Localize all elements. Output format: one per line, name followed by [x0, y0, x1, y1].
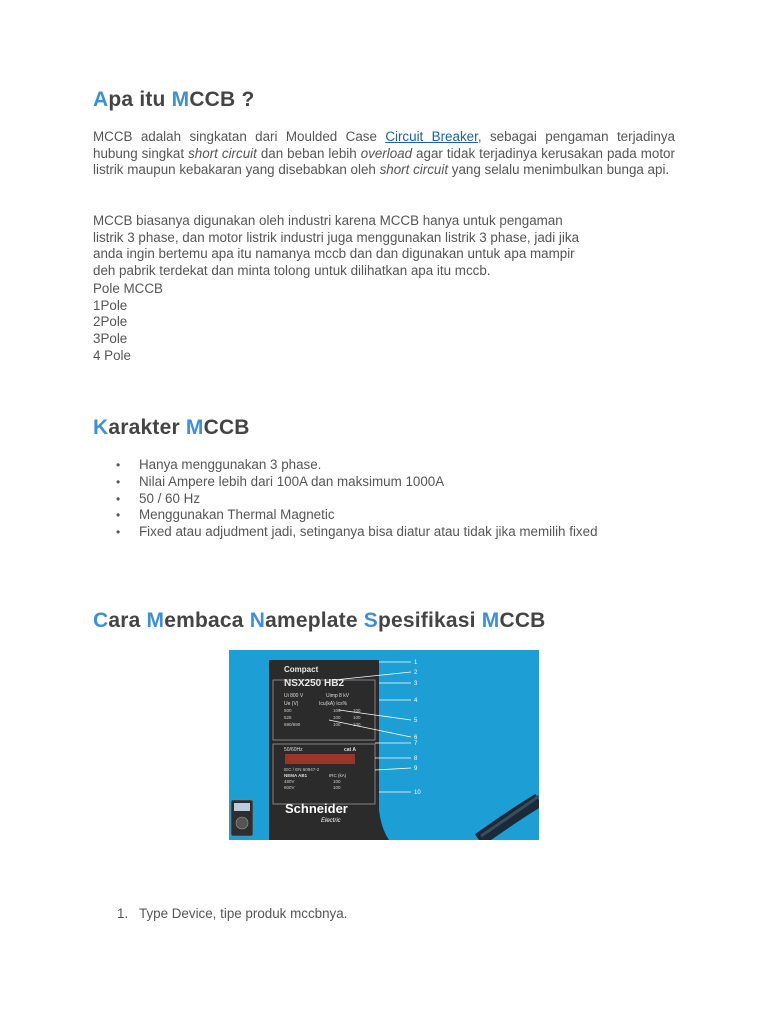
- svg-text:600V: 600V: [284, 785, 295, 790]
- svg-text:2: 2: [414, 670, 418, 676]
- svg-text:cat A: cat A: [344, 747, 357, 753]
- nameplate-model: NSX250 HB2: [284, 678, 345, 689]
- svg-text:Icu(kA) Ics%: Icu(kA) Ics%: [319, 701, 348, 707]
- svg-text:525: 525: [284, 715, 292, 720]
- svg-text:690/690: 690/690: [284, 722, 301, 727]
- svg-text:50/60Hz: 50/60Hz: [284, 747, 303, 753]
- list-item: • Nilai Ampere lebih dari 100A dan maksimum 1000A: [93, 474, 598, 491]
- heading-karakter-mccb: Karakter MCCB: [93, 416, 250, 439]
- nameplate-steps-list: [93, 906, 347, 923]
- svg-text:Electric: Electric: [321, 818, 341, 824]
- karakter-list: [93, 457, 598, 541]
- svg-text:100: 100: [333, 779, 341, 784]
- svg-text:480V: 480V: [284, 779, 295, 784]
- paragraph-definition: MCCB adalah singkatan dari Moulded Case Circuit Breaker, sebagai pengaman terjadinya hubung singkat short circuit dan beban lebih overload agar tidak terjadinya kerusakan pada motor listrik maupun kebakaran yang disebabkan oleh short circuit yang selalu menimbulkan bunga api.: [93, 129, 676, 178]
- svg-text:1: 1: [414, 660, 418, 666]
- svg-text:Ui 800 V: Ui 800 V: [284, 693, 304, 699]
- list-item: • Hanya menggunakan 3 phase.: [93, 457, 598, 474]
- svg-text:100: 100: [353, 722, 361, 727]
- svg-text:100: 100: [353, 715, 361, 720]
- list-item: • 50 / 60 Hz: [93, 491, 598, 508]
- svg-text:IEC / EN 60947-2: IEC / EN 60947-2: [284, 767, 320, 772]
- mccb-nameplate-image: [229, 650, 539, 840]
- svg-text:3: 3: [414, 681, 418, 687]
- list-item: • Menggunakan Thermal Magnetic: [93, 507, 598, 524]
- list-item: 1. Type Device, tipe produk mccbnya.: [117, 906, 348, 921]
- svg-text:5: 5: [414, 718, 418, 724]
- svg-text:100: 100: [333, 708, 341, 713]
- heading-apa-itu-mccb: Apa itu MCCB ?: [93, 88, 255, 111]
- svg-text:NEMA AB1: NEMA AB1: [284, 773, 308, 778]
- pole-line: 2Pole: [93, 314, 128, 330]
- svg-text:9: 9: [414, 766, 418, 772]
- svg-text:100: 100: [353, 708, 361, 713]
- svg-text:Ue (V): Ue (V): [284, 701, 299, 707]
- svg-text:500: 500: [284, 708, 292, 713]
- schneider-logo-text: Schneider: [285, 801, 348, 816]
- multimeter-icon: [231, 800, 253, 836]
- pole-line: Pole MCCB: [93, 281, 163, 296]
- svg-text:100: 100: [333, 785, 341, 790]
- svg-text:6: 6: [414, 735, 418, 741]
- pole-line: 4 Pole: [93, 347, 131, 363]
- nameplate-illustration: [229, 650, 539, 840]
- pole-list: [93, 281, 163, 365]
- nameplate-brand-line: Compact: [284, 665, 319, 674]
- svg-text:8: 8: [414, 756, 418, 762]
- svg-text:7: 7: [414, 741, 418, 747]
- list-item: • Fixed atau adjudment jadi, setinganya bisa diatur atau tidak jika memilih fixed: [93, 524, 598, 541]
- heading-cara-membaca-nameplate: Cara Membaca Nameplate Spesifikasi MCCB: [93, 609, 546, 632]
- pole-line: 3Pole: [93, 331, 128, 347]
- paragraph-usage: MCCB biasanya digunakan oleh industri karena MCCB hanya untuk pengaman listrik 3 phase, dan motor listrik industri juga menggunakan listrik 3 phase, jadi jika anda ingin bertemu apa itu namanya mccb dan dan digunakan untuk apa mampir deh pabrik terdekat dan minta tolong untuk dilihatkan apa itu mccb.: [93, 213, 580, 279]
- pole-line: 1Pole: [93, 297, 128, 313]
- svg-text:100: 100: [333, 715, 341, 720]
- svg-text:10: 10: [414, 790, 421, 796]
- circuit-breaker-link[interactable]: Circuit Breaker: [385, 129, 478, 144]
- svg-text:IRC (kA): IRC (kA): [329, 773, 347, 778]
- svg-text:Uimp 8 kV: Uimp 8 kV: [326, 693, 350, 699]
- svg-text:100: 100: [333, 722, 341, 727]
- svg-text:4: 4: [414, 698, 418, 704]
